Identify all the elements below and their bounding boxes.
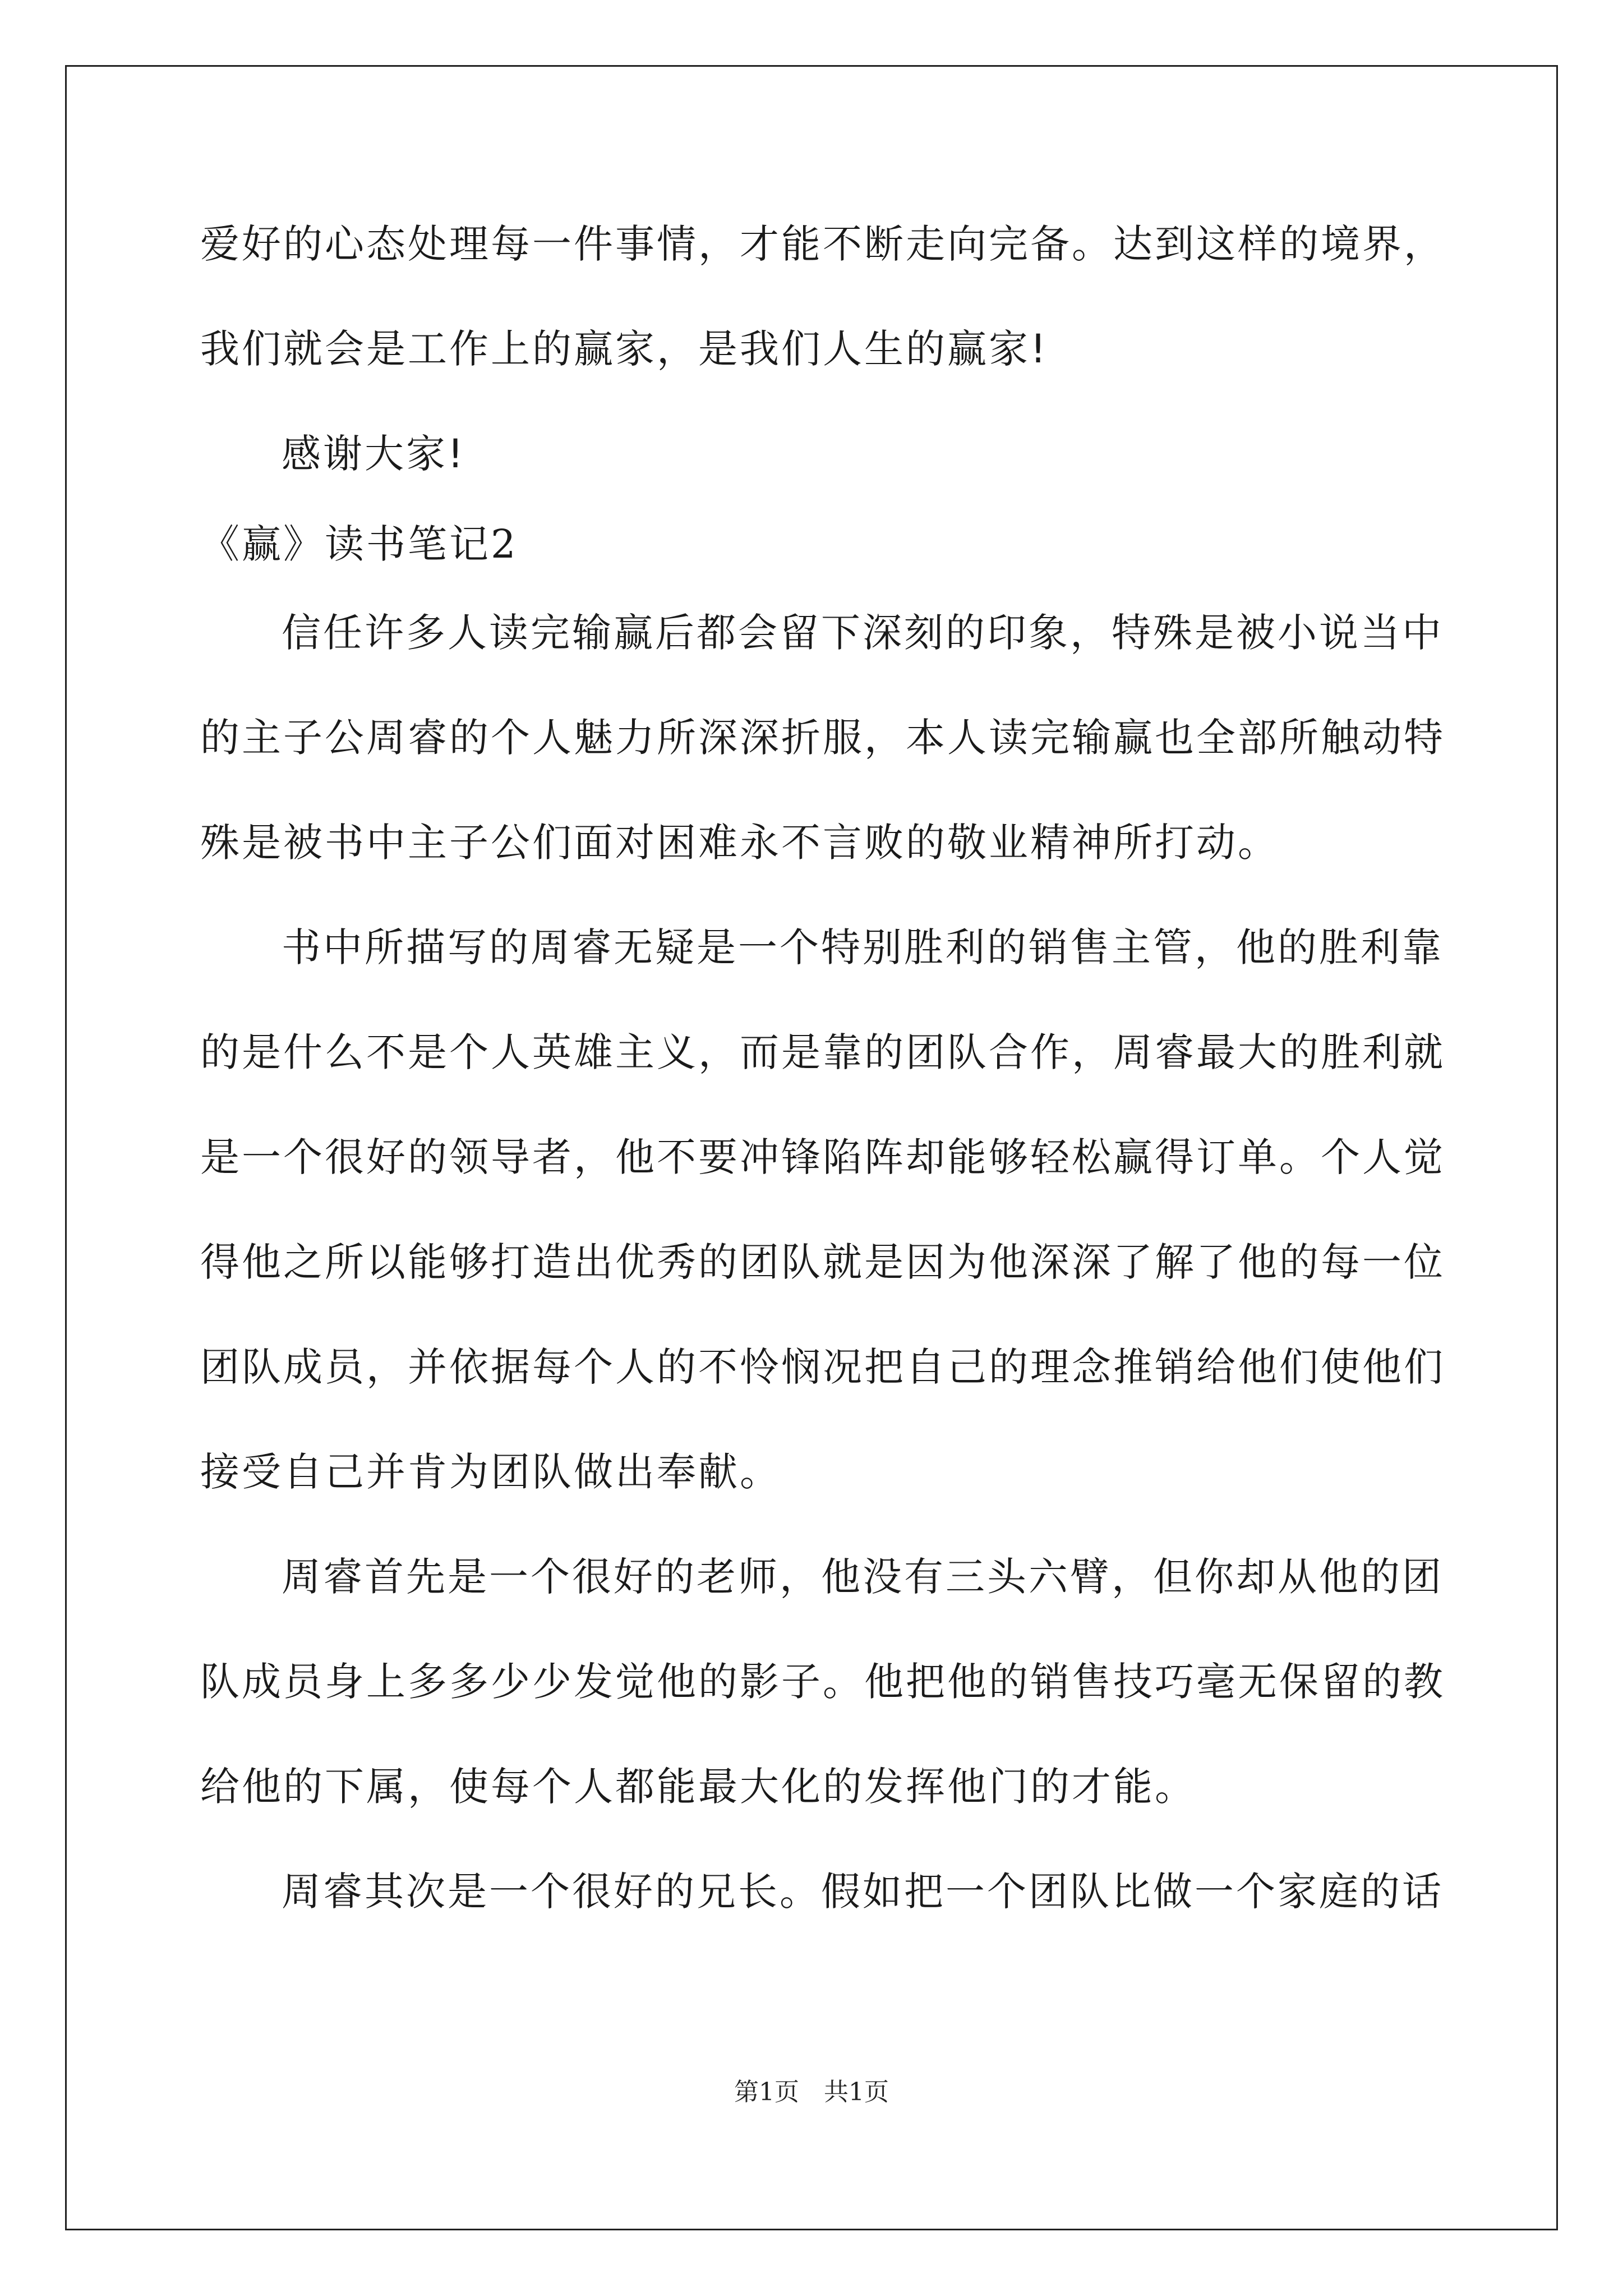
text-line: 团队成员，并依据每个人的不怜悯况把自己的理念推销给他们使他们 xyxy=(200,1344,1445,1390)
text-line: 信任许多人读完输赢后都会留下深刻的印象，特殊是被小说当中 xyxy=(282,610,1444,656)
text-line: 周睿首先是一个很好的老师，他没有三头六臂，但你却从他的团 xyxy=(282,1554,1444,1600)
text-line: 爱好的心态处理每一件事情，才能不断走向完备。达到这样的境界， xyxy=(200,221,1445,267)
text-line: 书中所描写的周睿无疑是一个特别胜利的销售主管，他的胜利靠 xyxy=(282,924,1444,970)
text-line: 的主子公周睿的个人魅力所深深折服，本人读完输赢也全部所触动特 xyxy=(200,715,1445,761)
section-heading: 《赢》读书笔记2 xyxy=(200,521,518,567)
page-number-footer: 第1页 共1页 xyxy=(734,2078,889,2106)
text-line: 得他之所以能够打造出优秀的团队就是因为他深深了解了他的每一位 xyxy=(200,1239,1445,1285)
text-line: 的是什么不是个人英雄主义，而是靠的团队合作，周睿最大的胜利就 xyxy=(200,1029,1445,1075)
text-line: 是一个很好的领导者，他不要冲锋陷阵却能够轻松赢得订单。个人觉 xyxy=(200,1134,1445,1180)
text-line: 接受自己并肯为团队做出奉献。 xyxy=(200,1449,781,1495)
text-line: 感谢大家! xyxy=(282,431,466,477)
text-line: 殊是被书中主子公们面对困难永不言败的敬业精神所打动。 xyxy=(200,820,1279,866)
text-line: 队成员身上多多少少发觉他的影子。他把他的销售技巧毫无保留的教 xyxy=(200,1659,1445,1705)
text-line: 周睿其次是一个很好的兄长。假如把一个团队比做一个家庭的话 xyxy=(282,1869,1444,1915)
text-line: 给他的下属，使每个人都能最大化的发挥他门的才能。 xyxy=(200,1764,1196,1810)
text-line: 我们就会是工作上的赢家，是我们人生的赢家! xyxy=(200,326,1049,372)
